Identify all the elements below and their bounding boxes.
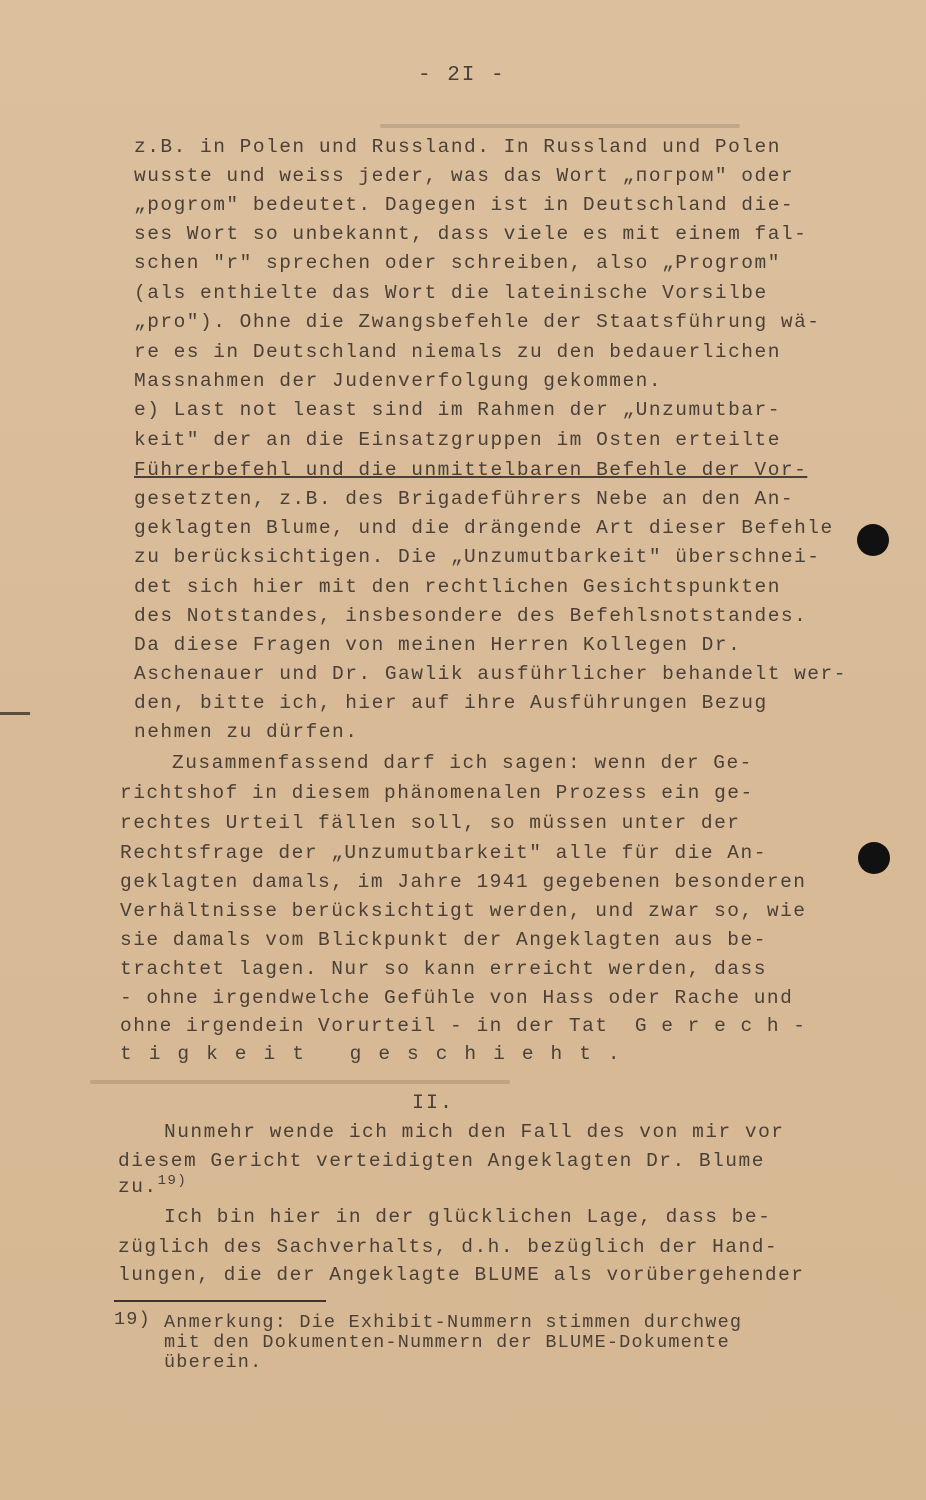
body-line-8: re es in Deutschland niemals zu den bedauerlichen: [134, 341, 781, 363]
section-line-6: lungen, die der Angeklagte BLUME als vorübergehender: [118, 1264, 805, 1286]
body-line-27: Verhältnisse berücksichtigt werden, und zwar so, wie: [120, 900, 807, 922]
body-line-22: Zusammenfassend darf ich sagen: wenn der Ge-: [172, 752, 753, 774]
footnote-marker: 19): [114, 1309, 151, 1330]
body-line-13: gesetzten, z.B. des Brigadeführers Nebe an den An-: [134, 488, 795, 510]
body-line-2: wusste und weiss jeder, was das Wort „погром" oder: [134, 165, 795, 187]
body-line-5: schen "r" sprechen oder schreiben, also „Progrom": [134, 252, 781, 274]
footnote-reference: 19): [157, 1173, 188, 1189]
footnote-line-1: Anmerkung: Die Exhibit-Nummern stimmen durchweg: [164, 1312, 743, 1333]
body-line-10: e) Last not least sind im Rahmen der „Unzumutbar-: [134, 399, 781, 421]
body-line-6: (als enthielte das Wort die lateinische Vorsilbe: [134, 282, 768, 304]
section-line-3: [118, 1174, 187, 1198]
body-line-24: rechtes Urteil fällen soll, so müssen unter der: [120, 812, 741, 834]
body-line-1: z.B. in Polen und Russland. In Russland und Polen: [134, 136, 781, 158]
section-heading: II.: [412, 1092, 455, 1115]
section-line-1: Nunmehr wende ich mich den Fall des von mir vor: [164, 1121, 785, 1143]
body-line-9: Massnahmen der Judenverfolgung gekommen.: [134, 370, 663, 392]
body-line-3: „pogrom" bedeutet. Dagegen ist in Deutschland die-: [134, 194, 795, 216]
body-line-26: geklagten damals, im Jahre 1941 gegebenen besonderen: [120, 871, 807, 893]
body-line-18: Da diese Fragen von meinen Herren Kollegen Dr.: [134, 634, 742, 656]
body-line-21: nehmen zu dürfen.: [134, 721, 359, 743]
edge-mark: [0, 712, 30, 715]
smudge: [380, 124, 740, 128]
section-line-5: züglich des Sachverhalts, d.h. bezüglich der Hand-: [118, 1236, 779, 1258]
body-line-20: den, bitte ich, hier auf ihre Ausführungen Bezug: [134, 692, 768, 714]
smudge: [90, 1080, 510, 1084]
body-line-11: keit" der an die Einsatzgruppen im Osten erteilte: [134, 429, 781, 451]
footnote-line-2: mit den Dokumenten-Nummern der BLUME-Dokumente: [164, 1332, 730, 1353]
body-line-4: ses Wort so unbekannt, dass viele es mit einem fal-: [134, 223, 808, 245]
body-line-14: geklagten Blume, und die drängende Art dieser Befehle: [134, 517, 834, 539]
punch-hole-top: [857, 524, 889, 556]
body-line-7: „pro"). Ohne die Zwangsbefehle der Staatsführung wä-: [134, 311, 821, 333]
body-line-23: richtshof in diesem phänomenalen Prozess ein ge-: [120, 782, 754, 804]
section-line-4: Ich bin hier in der glücklichen Lage, dass be-: [164, 1206, 772, 1228]
footnote-line-3: überein.: [164, 1352, 263, 1373]
body-line-28: sie damals vom Blickpunkt der Angeklagten aus be-: [120, 929, 767, 951]
body-line-17: des Notstandes, insbesondere des Befehlsnotstandes.: [134, 605, 808, 627]
punch-hole-bottom: [858, 842, 890, 874]
body-line-25: Rechtsfrage der „Unzumutbarkeit" alle für die An-: [120, 842, 767, 864]
body-line-31: ohne irgendein Vorurteil - in der Tat G e r e c h -: [120, 1015, 807, 1037]
page-number: - 2I -: [418, 64, 506, 87]
spaced-line: tigkeit geschieht.: [120, 1043, 637, 1065]
body-line-12: Führerbefehl und die unmittelbaren Befehle der Vor-: [134, 459, 808, 481]
section-line-3-text: zu.: [118, 1176, 158, 1198]
body-line-16: det sich hier mit den rechtlichen Gesichtspunkten: [134, 576, 781, 598]
body-line-29: trachtet lagen. Nur so kann erreicht werden, dass: [120, 958, 767, 980]
body-line-19: Aschenauer und Dr. Gawlik ausführlicher behandelt wer-: [134, 663, 847, 685]
body-line-30: - ohne irgendwelche Gefühle von Hass oder Rache und: [120, 987, 794, 1009]
footnote-rule: [114, 1300, 326, 1302]
body-line-15: zu berücksichtigen. Die „Unzumutbarkeit" überschnei-: [134, 546, 821, 568]
section-line-2: diesem Gericht verteidigten Angeklagten Dr. Blume: [118, 1150, 765, 1172]
